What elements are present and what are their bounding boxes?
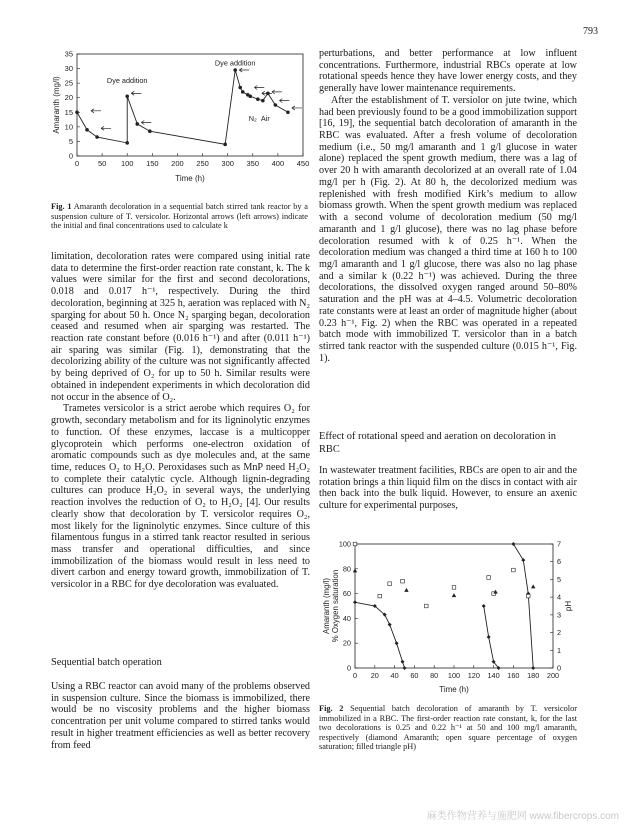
x-tick-label: 0 bbox=[74, 159, 80, 168]
amaranth-line bbox=[484, 606, 499, 668]
left-paragraph-2: Trametes versicolor is a strict aerobe which requires O₂ for growth, secondary metabolism and for its ligninolytic enzymes to function. Of these enzymes, laccase is a multicopper glycoprotein which performs one-electron oxidation of aromatic compounds such as dye molecules and, at the same time, reduces O₂ to H₂O. Peroxidases such as MnP need H₂O₂ to complete their catalytic cycle. Although lignin-degrading cultures can produce H₂O₂ in several ways, the underlying reaction involves the reduction of O₂ to H₂O₂ [4]. Our results clearly show that decoloration by T. versicolor requires O₂, most likely for the ligninolytic enzymes. Since culture of this filamentous fungus in a stirred tank reactor resulted in serious mass transfer and operational difficulties, and since immobilization of the biomass would result in less need to divert carbon and energy toward growth, immobilization of T. versicolor in a RBC for dye decoloration was evaluated. bbox=[51, 403, 310, 591]
y-tick-label: 5 bbox=[68, 136, 73, 146]
ph-point bbox=[452, 593, 456, 597]
y-axis-label-line-1: Amaranth (mg/l) bbox=[322, 578, 331, 634]
data-point bbox=[75, 110, 79, 114]
y-tick-label: 0 bbox=[346, 663, 351, 673]
data-point bbox=[241, 90, 245, 94]
amaranth-point bbox=[395, 641, 399, 645]
y-tick-label: 20 bbox=[342, 638, 351, 648]
right-column bbox=[319, 48, 577, 364]
figure-1-caption-label: Fig. 1 bbox=[51, 202, 72, 211]
y-tick-label: 30 bbox=[64, 64, 73, 74]
page-number: 793 bbox=[583, 26, 598, 37]
arrow-marker bbox=[131, 91, 141, 95]
oxygen-point bbox=[378, 594, 382, 598]
x-tick-label: 0 bbox=[352, 671, 358, 680]
ph-point bbox=[531, 584, 535, 588]
oxygen-point bbox=[388, 582, 392, 586]
x-tick-label: 250 bbox=[196, 159, 209, 168]
section-heading-rotational-speed: Effect of rotational speed and aeration on decoloration in RBC bbox=[319, 431, 556, 455]
x-tick-label: 300 bbox=[221, 159, 234, 168]
watermark: 麻类作物营养与施肥网 www.fibercrops.com bbox=[426, 811, 619, 822]
x-tick-label: 40 bbox=[390, 671, 399, 680]
x-tick-label: 450 bbox=[296, 159, 310, 168]
y2-tick-label: 1 bbox=[557, 645, 562, 655]
y2-tick-label: 3 bbox=[557, 610, 562, 620]
figure-1-caption bbox=[51, 202, 308, 231]
data-point bbox=[233, 68, 237, 72]
y2-axis-label: pH bbox=[564, 600, 573, 612]
annotation: Dye addition bbox=[214, 58, 256, 68]
arrow-marker bbox=[254, 86, 264, 90]
x-axis-label: Time (h) bbox=[175, 174, 205, 183]
x-tick-label: 50 bbox=[97, 159, 107, 168]
data-point bbox=[125, 141, 129, 145]
data-point bbox=[286, 110, 290, 114]
oxygen-point bbox=[401, 579, 405, 583]
figure-2-caption-text: Sequential batch decoloration of amaranth by T. versicolor immobilized in a RBC. The first-order reaction rate constant, k, for the last two decolorations is 0.25 and 0.22 h⁻¹ at 50 and 100 mg/l amaranth, respectively (diamond Amaranth; open square percentage of oxygen saturation; filled triangle pH) bbox=[319, 704, 577, 752]
data-point bbox=[261, 99, 265, 103]
x-tick-label: 100 bbox=[447, 671, 461, 680]
y-tick-label: 60 bbox=[342, 589, 351, 599]
data-point bbox=[274, 103, 278, 107]
amaranth-point bbox=[487, 635, 491, 639]
x-tick-label: 100 bbox=[120, 159, 134, 168]
y2-tick-label: 2 bbox=[557, 628, 562, 638]
x-tick-label: 200 bbox=[171, 159, 184, 168]
x-tick-label: 140 bbox=[487, 671, 500, 680]
right-paragraph-1: perturbations, and better performance at low influent concentrations. Furthermore, industrial RBCs operate at low rotational speeds hence they have lower energy costs, and they generally have lower maintenance requirements. bbox=[319, 48, 577, 95]
ph-point bbox=[404, 588, 408, 592]
arrow-marker bbox=[279, 99, 289, 103]
figure-2-caption bbox=[319, 704, 577, 752]
amaranth-point bbox=[403, 666, 407, 670]
amaranth-point bbox=[353, 600, 357, 604]
y2-tick-label: 6 bbox=[557, 557, 562, 567]
x-tick-label: 150 bbox=[146, 159, 159, 168]
data-point bbox=[223, 143, 227, 147]
x-tick-label: 180 bbox=[527, 671, 540, 680]
y2-tick-label: 7 bbox=[557, 539, 562, 549]
data-point bbox=[135, 122, 139, 126]
data-point bbox=[248, 94, 252, 98]
left-column-bottom bbox=[51, 681, 310, 751]
y-tick-label: 20 bbox=[64, 93, 73, 103]
data-point bbox=[256, 97, 260, 101]
x-axis-label: Time (h) bbox=[439, 685, 469, 694]
y-tick-label: 100 bbox=[338, 539, 351, 549]
left-paragraph-1: limitation, decoloration rates were compared using initial rate data to determine the first-order reaction rate constant, k. The k values were similar for the first and second decolorations, 0.018 and 0.017 h⁻¹, respectively. During the third decoloration, beginning at 325 h, aeration was replaced with N₂ sparging for about 50 h. Once N₂ sparging began, decoloration ceased and resumed when air sparging was restarted. The reaction rate constant before (0.016 h⁻¹) and after (0.011 h⁻¹) air sparing was similar (Fig. 1), demonstrating that the decolorizing ability of the culture was not significantly affected by being deprived of O₂ for up to 50 h. Similar results were obtained in independent experiments in which decoloration did not occur in the absence of O₂. bbox=[51, 251, 310, 403]
amaranth-point bbox=[401, 660, 405, 664]
annotation: Air bbox=[260, 114, 270, 124]
arrow-marker bbox=[91, 109, 101, 113]
x-tick-label: 400 bbox=[271, 159, 285, 168]
arrow-marker bbox=[292, 106, 302, 110]
amaranth-line bbox=[355, 602, 405, 668]
amaranth-point bbox=[511, 542, 515, 546]
annotation: N₂ bbox=[248, 114, 257, 124]
figure-1-chart bbox=[51, 48, 321, 196]
data-point bbox=[148, 129, 152, 133]
y-axis-label-line-2: % Oxygen saturation bbox=[331, 569, 340, 643]
amaranth-point bbox=[482, 604, 486, 608]
y-tick-label: 35 bbox=[64, 49, 73, 59]
data-point bbox=[125, 94, 129, 98]
figure-1-caption-text: Amaranth decoloration in a sequential batch stirred tank reactor by a suspension culture of T. versicolor. Horizontal arrows (left arrows) indicate the initial and final concentrations used to calculate k bbox=[51, 202, 308, 231]
y2-tick-label: 5 bbox=[557, 574, 562, 584]
oxygen-point bbox=[526, 594, 530, 598]
y-tick-label: 15 bbox=[64, 107, 73, 117]
y-axis-label: Amaranth (mg/l) bbox=[52, 76, 61, 134]
amaranth-point bbox=[388, 623, 392, 627]
oxygen-point bbox=[487, 576, 491, 580]
arrow-marker bbox=[272, 90, 282, 94]
y-tick-label: 40 bbox=[342, 613, 351, 623]
right-column-bottom bbox=[319, 465, 577, 512]
left-column bbox=[51, 251, 310, 591]
figure-2-caption-label: Fig. 2 bbox=[319, 704, 344, 713]
annotation: Dye addition bbox=[106, 76, 148, 86]
y-tick-label: 10 bbox=[64, 122, 73, 132]
y2-tick-label: 0 bbox=[557, 663, 562, 673]
y-tick-label: 25 bbox=[64, 78, 73, 88]
x-tick-label: 160 bbox=[507, 671, 520, 680]
data-point bbox=[238, 86, 242, 90]
left-paragraph-3: Using a RBC reactor can avoid many of the problems observed in suspension culture. Since the biomass is immobilized, there would be no viscosity problems and the higher biomass concentration per unit volume compared to stirred tanks would result in higher treatment efficiencies as well as better recovery from feed bbox=[51, 681, 310, 751]
data-point bbox=[85, 128, 89, 132]
arrow-marker bbox=[239, 68, 249, 72]
oxygen-point bbox=[424, 604, 428, 608]
oxygen-point bbox=[512, 568, 516, 572]
y-tick-label: 80 bbox=[342, 564, 351, 574]
x-tick-label: 20 bbox=[370, 671, 379, 680]
plot-frame bbox=[77, 54, 303, 156]
x-tick-label: 80 bbox=[430, 671, 439, 680]
amaranth-point bbox=[521, 558, 525, 562]
x-tick-label: 120 bbox=[467, 671, 480, 680]
x-tick-label: 350 bbox=[246, 159, 260, 168]
y2-tick-label: 4 bbox=[557, 592, 562, 602]
arrow-marker bbox=[141, 120, 151, 124]
section-heading-sequential-batch: Sequential batch operation bbox=[51, 657, 162, 668]
y-tick-label: 0 bbox=[68, 151, 73, 161]
amaranth-point bbox=[531, 666, 535, 670]
right-paragraph-2: After the establishment of T. versiolor on jute twine, which had been previously found to be a good immobilization support [16, 19], the sequential batch decoloration of amaranth in the RBC was evaluated. After a fresh volume of decoloration medium (i.e., 50 mg/l amaranth and 1 g/l glucose in water alone) replaced the spent growth medium, there was a lag of over 20 h with amaranth decolorized at an overall rate of 1.04 mg/l per h (Fig. 2). At 80 h, the decolorized medium was replenished with fresh modified Kirk’s medium to allow biomass growth. When the spent growth medium was replaced with a second volume of decoloration medium (50 mg/l amaranth and 1 g/l glucose), there was no lag phase before decoloration resumed with k of 0.25 h⁻¹. When the decoloration medium was changed a third time at 160 h to 100 mg/l amaranth and 1 g/l glucose, there was also no lag phase and a similar k (0.22 h⁻¹) was achieved. During the three decolorations, the dissolved oxygen ranged around 50–80% saturation and the pH was at 4–4.5. Volumetric decoloration rate constants were at least an order of magnitude higher (about 0.23 h⁻¹, Fig. 2) when the RBC was operated in a repeated batch mode with immobilized T. versicolor than in a batch stirred tank reactor with the suspended culture (0.015 h⁻¹, Fig. 1). bbox=[319, 94, 577, 364]
x-tick-label: 200 bbox=[546, 671, 560, 680]
data-point bbox=[95, 135, 99, 139]
figure-2-chart bbox=[319, 538, 581, 700]
right-paragraph-3: In wastewater treatment facilities, RBCs are open to air and the rotation brings a thin liquid film on the discs in contact with air then back into the bulk liquid. However, to ensure an axenic culture for experimental purposes, bbox=[319, 465, 577, 512]
x-tick-label: 60 bbox=[410, 671, 419, 680]
oxygen-point bbox=[452, 586, 456, 590]
amaranth-line bbox=[513, 544, 533, 668]
arrow-marker bbox=[101, 126, 111, 130]
oxygen-point bbox=[353, 542, 357, 546]
